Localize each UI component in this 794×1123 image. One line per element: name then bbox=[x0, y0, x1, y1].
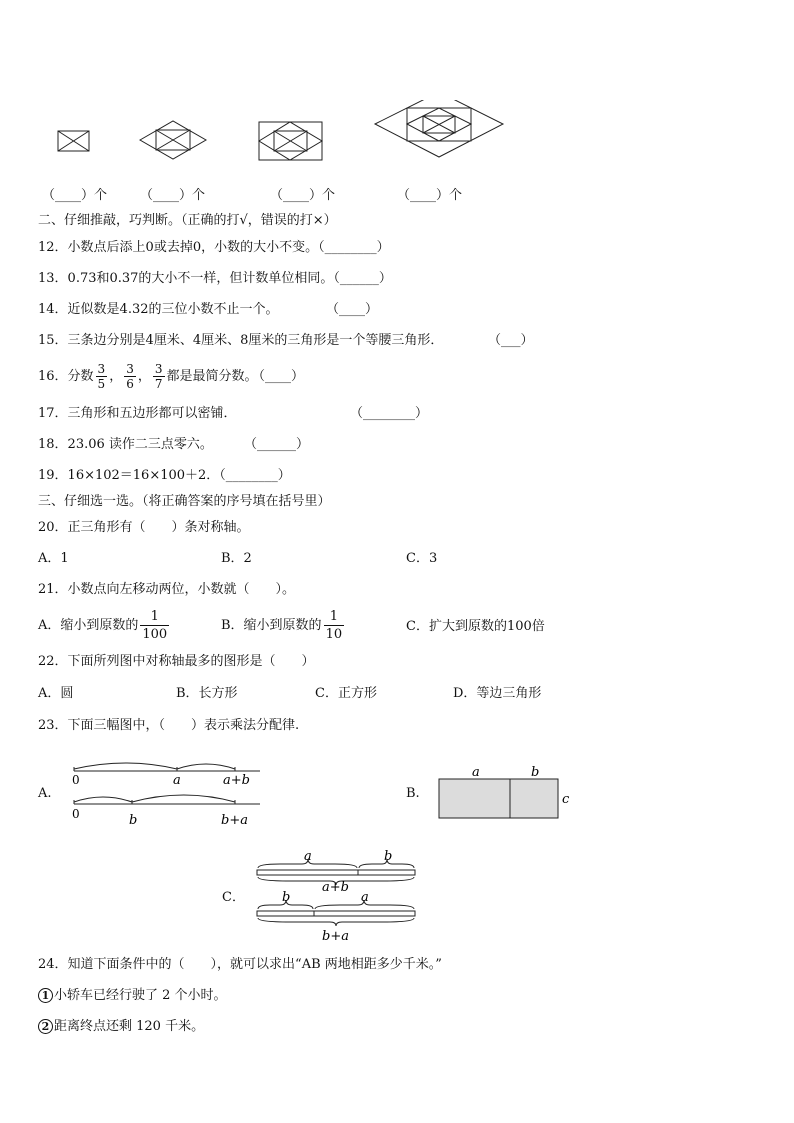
q23-a-tick-0: 0 bbox=[72, 773, 80, 787]
q23-c-bars bbox=[250, 848, 422, 944]
q22-option-b: B．长方形 bbox=[176, 686, 238, 701]
q23-a-tick-a: a bbox=[173, 773, 181, 788]
count-1: （____）个 bbox=[42, 188, 108, 203]
q16-prefix: 16．分数 bbox=[38, 369, 94, 384]
q20-option-a: A．1 bbox=[38, 551, 69, 566]
q23-c-bot-sum: b+a bbox=[322, 929, 349, 944]
q16 bbox=[38, 362, 258, 392]
q16-blank: （____） bbox=[252, 369, 305, 384]
q19: 19．16×102＝16×100＋2．（________） bbox=[38, 468, 291, 483]
q18-blank: （______） bbox=[244, 437, 310, 452]
count-4: （____）个 bbox=[397, 188, 463, 203]
q23-b-b: b bbox=[531, 765, 540, 780]
q23-b-label: B. bbox=[406, 786, 420, 801]
q24-condition-1-text: 小轿车已经行驶了 2 个小时。 bbox=[54, 988, 227, 1003]
q21-a-text: A．缩小到原数的 bbox=[38, 618, 139, 633]
q22: 22．下面所列图中对称轴最多的图形是（ ） bbox=[38, 654, 315, 669]
q17: 17．三角形和五边形都可以密铺． bbox=[38, 406, 237, 421]
q14-blank: （____） bbox=[326, 302, 379, 317]
q23-c-top-b: b bbox=[384, 849, 393, 864]
figure-3 bbox=[259, 122, 322, 160]
section2-title: 二、仔细推敲，巧判断。（正确的打√，错误的打×） bbox=[38, 213, 337, 228]
q21-b-text: B．缩小到原数的 bbox=[221, 618, 322, 633]
circled-number-2: 2 bbox=[38, 1019, 53, 1034]
q24-condition-2 bbox=[38, 1019, 204, 1035]
q16-sep: ， bbox=[109, 369, 123, 384]
q23: 23．下面三幅图中，（ ）表示乘法分配律. bbox=[38, 718, 300, 733]
figure-2 bbox=[140, 121, 206, 159]
count-3: （____）个 bbox=[270, 188, 336, 203]
q17-blank: （________） bbox=[350, 406, 429, 421]
q22-option-c: C．正方形 bbox=[315, 686, 377, 701]
q23-a-tick-0b: 0 bbox=[72, 807, 80, 821]
fraction-3-5: $\frac{3}{5}$ bbox=[97, 362, 106, 391]
q18: 18．23.06 读作二三点零六。 bbox=[38, 437, 213, 452]
q13: 13．0.73和0.37的大小不一样，但计数单位相同。（______） bbox=[38, 271, 392, 286]
fraction-1-100: $\frac{1}{100}$ bbox=[142, 609, 168, 642]
q22-option-d: D．等边三角形 bbox=[453, 686, 542, 701]
q23-b-a: a bbox=[472, 765, 480, 780]
q15: 15．三条边分别是4厘米、4厘米、8厘米的三角形是一个等腰三角形． bbox=[38, 333, 444, 348]
q20-option-c: C．3 bbox=[406, 551, 438, 566]
q24-condition-2-text: 距离终点还剩 120 千米。 bbox=[54, 1019, 205, 1034]
q21-option-c: C．扩大到原数的100倍 bbox=[406, 619, 545, 634]
q23-b-rectangle bbox=[432, 762, 582, 824]
q23-c-top-sum: a+b bbox=[322, 880, 349, 895]
q24: 24．知道下面条件中的（ ），就可以求出“AB 两地相距多少千米。” bbox=[38, 957, 442, 972]
q16-suffix: 都是最简分数。 bbox=[166, 369, 258, 384]
q23-c-bot-a: a bbox=[361, 890, 369, 905]
q21-option-a bbox=[38, 608, 171, 644]
q23-a-tick-ab: a+b bbox=[223, 773, 250, 788]
q12: 12．小数点后添上0或去掉0，小数的大小不变。（________） bbox=[38, 240, 390, 255]
q14: 14．近似数是4.32的三位小数不止一个。 bbox=[38, 302, 279, 317]
q23-c-bot-b: b bbox=[282, 890, 291, 905]
figure-row bbox=[50, 100, 510, 170]
q20-option-b: B．2 bbox=[221, 551, 252, 566]
q23-c-top-a: a bbox=[304, 849, 312, 864]
count-2: （____）个 bbox=[140, 188, 206, 203]
q16-sep: ， bbox=[137, 369, 151, 384]
section3-title: 三、仔细选一选。（将正确答案的序号填在括号里） bbox=[38, 494, 331, 509]
q23-a-label: A. bbox=[38, 786, 52, 801]
q23-c-label: C． bbox=[222, 890, 245, 905]
q23-a-tick-b: b bbox=[129, 813, 138, 828]
q23-a-number-lines bbox=[60, 756, 270, 830]
q21: 21．小数点向左移动两位，小数就（ ）。 bbox=[38, 582, 296, 597]
q23-a-tick-ba: b+a bbox=[221, 813, 248, 828]
fraction-1-10: $\frac{1}{10}$ bbox=[325, 609, 343, 642]
q21-option-b bbox=[221, 608, 346, 644]
q20: 20．正三角形有（ ）条对称轴。 bbox=[38, 520, 250, 535]
figure-1 bbox=[58, 131, 89, 151]
q15-blank: （___） bbox=[488, 333, 534, 348]
fraction-3-7: $\frac{3}{7}$ bbox=[154, 362, 163, 391]
q23-b-c: c bbox=[562, 792, 570, 807]
q22-option-a: A．圆 bbox=[38, 686, 74, 701]
fraction-3-6: $\frac{3}{6}$ bbox=[126, 362, 134, 391]
circled-number-1: 1 bbox=[38, 988, 53, 1003]
q24-condition-1 bbox=[38, 988, 227, 1004]
figure-4 bbox=[375, 100, 503, 157]
